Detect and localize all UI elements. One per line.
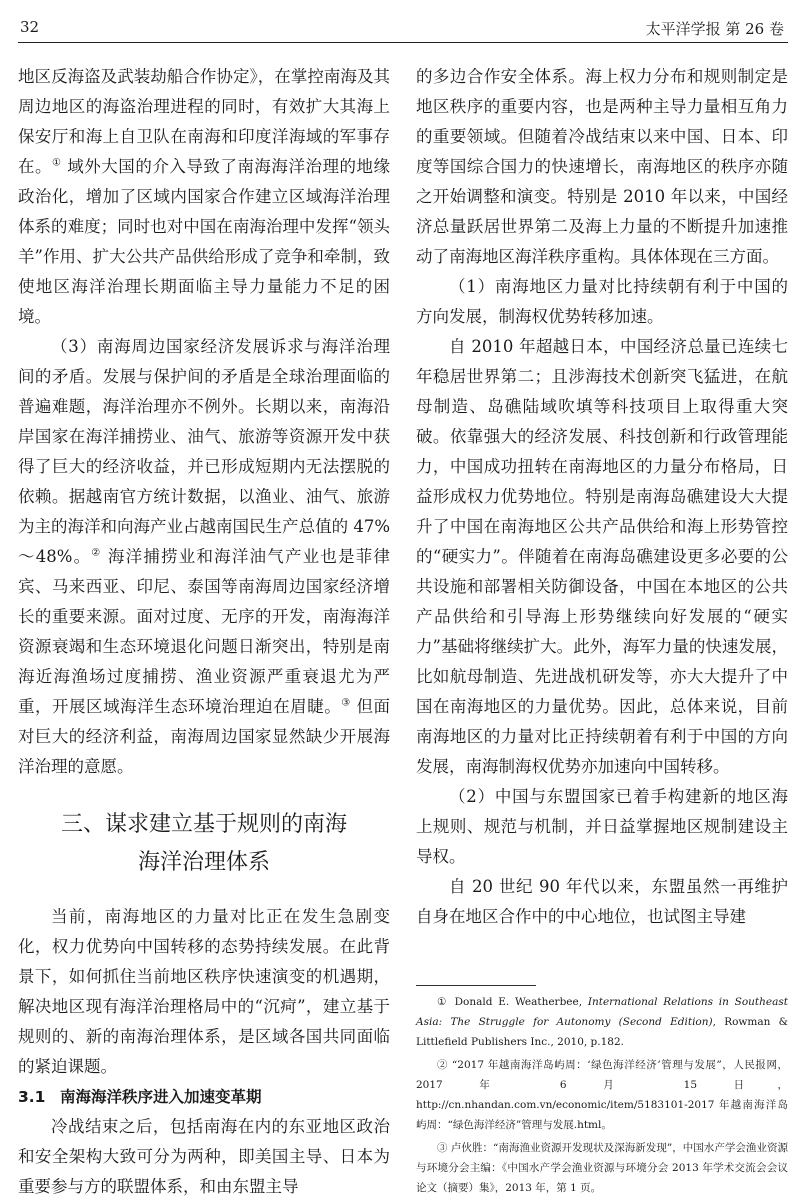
paragraph: （3）南海周边国家经济发展诉求与海洋治理间的矛盾。发展与保护间的矛盾是全球治理面临的普遍难题，海洋治理亦不例外。长期以来，南海沿岸国家在海洋捕捞业、油气、旅游等资源开发中获得了巨大的经济收益，并已形成短期内无法摆脱的依赖。据越南官方统计数据，以渔业、油气、旅游为主的海洋和向海产业占越南国民生产总值的 47%～48%。② 海洋捕捞业和海洋油气产业也是菲律宾、马来西亚、印尼、泰国等南海周边国家经济增长的重要来源。面对过度、无序的开发，南海海洋资源衰竭和生态环境退化问题日渐突出，特别是南海近海渔场过度捕捞、渔业资源严重衰退尤为严重，开展区域海洋生态环境治理迫在眉睫。③ 但面对巨大的经济利益，南海周边国家显然缺少开展海洋治理的意愿。 xyxy=(18,337,391,776)
paragraph: 当前，南海地区的力量对比正在发生急剧变化，权力优势向中国转移的态势持续发展。在此背景下，如何抓住当前地区秩序快速演变的机遇期，解决地区现有海洋治理格局中的“沉疴”，建立基于规则的、新的南海治理体系，是区域各国共同面临的紧迫课题。 xyxy=(18,907,390,1076)
footnote: ① Donald E. Weatherbee, International Relations in Southeast Asia: The Struggle for Autonomy (Second Edition), Rowman & Littlefield Publishers Inc., 2010, p.182. xyxy=(416,996,788,1048)
left-column xyxy=(18,62,390,1202)
subsection-heading xyxy=(18,1082,390,1112)
footnote: ② “2017 年越南海洋岛屿周：‘绿色海洋经济’管理与发展”，人民报网，2017 年 6 月 15 日，http://cn.nhandan.com.vn/economic/item/5183101-2017 年越南海洋岛屿周：“绿色海洋经济”管理与发展.html。 xyxy=(416,1059,788,1131)
paragraph: 自 2010 年超越日本，中国经济总量已连续七年稳居世界第二；且涉海技术创新突飞猛进，在航母制造、岛礁陆域吹填等科技项目上取得重大突破。依靠强大的经济发展、科技创新和行政管理能力，中国成功扭转在南海地区的力量分布格局，日益形成权力优势地位。特别是南海岛礁建设大大提升了中国在南海地区公共产品供给和海上形势管控的“硬实力”。伴随着在南海岛礁建设更多必要的公共设施和部署相关防御设备，中国在本地区的公共产品供给和引导海上形势继续向好发展的“硬实力”基础将继续扩大。此外，海军力量的快速发展，比如航母制造、先进战机研发等，亦大大提升了中国在南海地区的力量优势。因此，总体来说，目前南海地区的力量对比正持续朝着有利于中国的方向发展，南海制海权优势亦加速向中国转移。 xyxy=(416,337,788,776)
paragraph: 冷战结束之后，包括南海在内的东亚地区政治和安全架构大致可分为两种，即美国主导、日本为重要参与方的联盟体系，和由东盟主导 xyxy=(18,1117,390,1196)
paragraph: 的多边合作安全体系。海上权力分布和规则制定是地区秩序的重要内容，也是两种主导力量相互角力的重要领域。但随着冷战结束以来中国、日本、印度等国综合国力的快速增长，南海地区的秩序亦随之开始调整和演变。特别是 2010 年以来，中国经济总量跃居世界第二及海上力量的不断提升加速推动了南海地区海洋秩序重构。具体体现在三方面。 xyxy=(416,67,788,266)
paragraph: （2）中国与东盟国家已着手构建新的地区海上规则、规范与机制，并日益掌握地区规制建设主导权。 xyxy=(416,787,788,866)
running-header xyxy=(18,14,788,43)
paragraph: 自 20 世纪 90 年代以来，东盟虽然一再维护自身在地区合作中的中心地位，也试图主导建 xyxy=(416,877,788,926)
journal-title: 太平洋学报 第 26 卷 xyxy=(645,20,784,38)
footnote-divider xyxy=(416,985,536,986)
right-column xyxy=(416,62,788,932)
footnote-ref[interactable]: ① xyxy=(52,157,62,169)
paragraph: （1）南海地区力量对比持续朝有利于中国的方向发展，制海权优势转移加速。 xyxy=(416,277,788,326)
footnote: ③ 卢伙胜：“南海渔业资源开发现状及深海新发现”，中国水产学会渔业资源与环境分会主编：《中国水产学会渔业资源与环境分会 2013 年学术交流会会议论文（摘要）集》，2013 年，第 1 页。 xyxy=(416,1142,788,1194)
footnote-ref[interactable]: ③ xyxy=(341,697,351,709)
footnote-ref[interactable]: ② xyxy=(91,547,102,559)
page-number: 32 xyxy=(20,18,40,36)
paragraph: 地区反海盗及武装劫船合作协定》，在掌控南海及其周边地区的海盗治理进程的同时，有效扩大其海上保安厅和海上自卫队在南海和印度洋海域的军事存在。① 域外大国的介入导致了南海海洋治理的地缘政治化，增加了区域内国家合作建立区域海洋治理体系的难度；同时也对中国在南海治理中发挥“领头羊”作用、扩大公共产品供给形成了竞争和牵制，致使地区海洋治理长期面临主导力量能力不足的困境。 xyxy=(18,67,391,326)
subsection-title: 南海海洋秩序进入加速变革期 xyxy=(60,1088,262,1106)
footnotes xyxy=(416,992,788,1201)
subsection-number: 3.1 xyxy=(18,1088,46,1106)
section-heading: 三、谋求建立基于规则的南海 海洋治理体系 xyxy=(60,812,347,875)
